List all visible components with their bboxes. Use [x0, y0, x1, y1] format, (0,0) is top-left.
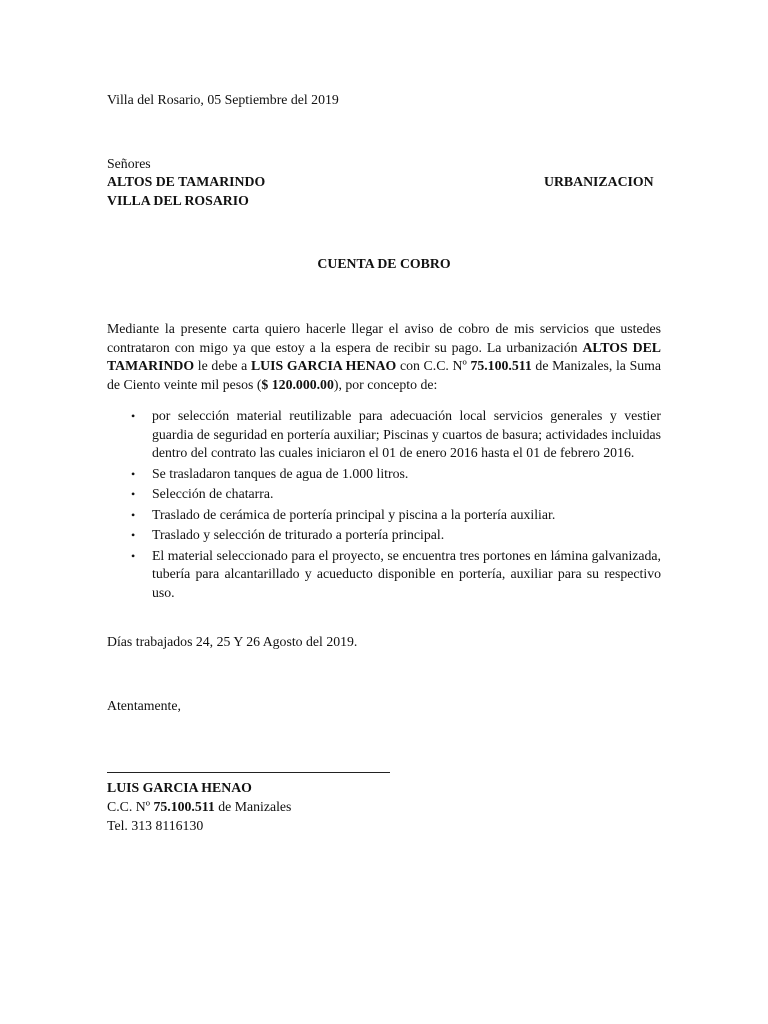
bullet-icon: • — [131, 487, 136, 501]
body-text: con C.C. Nº — [396, 358, 471, 373]
bullet-icon: • — [131, 548, 136, 563]
body-text: de Manizales, la Suma de Ciento veinte mil pesos ( — [107, 358, 661, 392]
creditor-name: LUIS GARCIA HENAO — [250, 358, 397, 373]
signature-line — [107, 772, 390, 773]
list-item — [107, 407, 661, 463]
bullet-icon: • — [131, 507, 136, 522]
body-paragraph — [107, 320, 661, 394]
list-item-text: Selección de chatarra. — [152, 486, 274, 501]
signer-id-suffix: de Manizales — [214, 799, 292, 814]
list-item — [107, 485, 661, 504]
body-text: ), por concepto de: — [333, 376, 438, 392]
body-text: le debe a — [194, 358, 251, 373]
list-item-text: Traslado y selección de triturado a portería principal. — [152, 527, 445, 542]
recipient-name: ALTOS DE TAMARINDO — [107, 174, 266, 189]
bullet-icon: • — [131, 528, 136, 542]
list-item — [107, 547, 661, 603]
recipient-type: URBANIZACION — [544, 174, 654, 189]
amount: $ 120.000.00 — [261, 376, 334, 392]
list-item — [107, 526, 661, 545]
list-item — [107, 465, 661, 484]
signer-id — [107, 798, 291, 816]
list-item-text: Traslado de cerámica de portería principal y piscina a la portería auxiliar. — [152, 506, 556, 522]
document-title: CUENTA DE COBRO — [317, 256, 451, 271]
signer-id-number: 75.100.511 — [153, 799, 215, 814]
list-item-text: por selección material reutilizable para adecuación local servicios generales y vestier guardia de seguridad en portería auxiliar; Piscinas y cuartos de basura; actividades incluidas dentro del contrato las cuales iniciaron el 01 de enero 2016 hasta el 01 de febrero 2016. — [152, 408, 661, 460]
signer-name: LUIS GARCIA HENAO — [107, 780, 252, 795]
days-worked: Días trabajados 24, 25 Y 26 Agosto del 2019. — [107, 634, 358, 649]
place-date: Villa del Rosario, 05 Septiembre del 2019 — [107, 92, 339, 107]
list-item-text: El material seleccionado para el proyecto, se encuentra tres portones en lámina galvanizada, tubería para alcantarillado y acueducto disponible en portería, auxiliar para su respectivo uso. — [152, 547, 661, 600]
recipient-location: VILLA DEL ROSARIO — [107, 193, 249, 208]
list-item — [107, 506, 661, 525]
services-list — [107, 407, 661, 604]
body-text: Mediante la presente carta quiero hacerle llegar el aviso de cobro de mis servicios que ustedes contrataron con migo ya que estoy a la espera de recibir su pago. La urbanización — [107, 321, 661, 355]
salutation: Señores — [107, 156, 151, 171]
signer-id-prefix: C.C. Nº — [107, 799, 154, 814]
signer-phone: Tel. 313 8116130 — [107, 818, 204, 833]
bullet-icon: • — [131, 409, 136, 423]
urbanization-name: ALTOS DEL TAMARINDO — [107, 339, 661, 373]
list-item-text: Se trasladaron tanques de agua de 1.000 litros. — [152, 465, 409, 481]
id-number: 75.100.511 — [470, 358, 532, 373]
closing: Atentamente, — [107, 698, 181, 713]
bullet-icon: • — [131, 466, 136, 481]
